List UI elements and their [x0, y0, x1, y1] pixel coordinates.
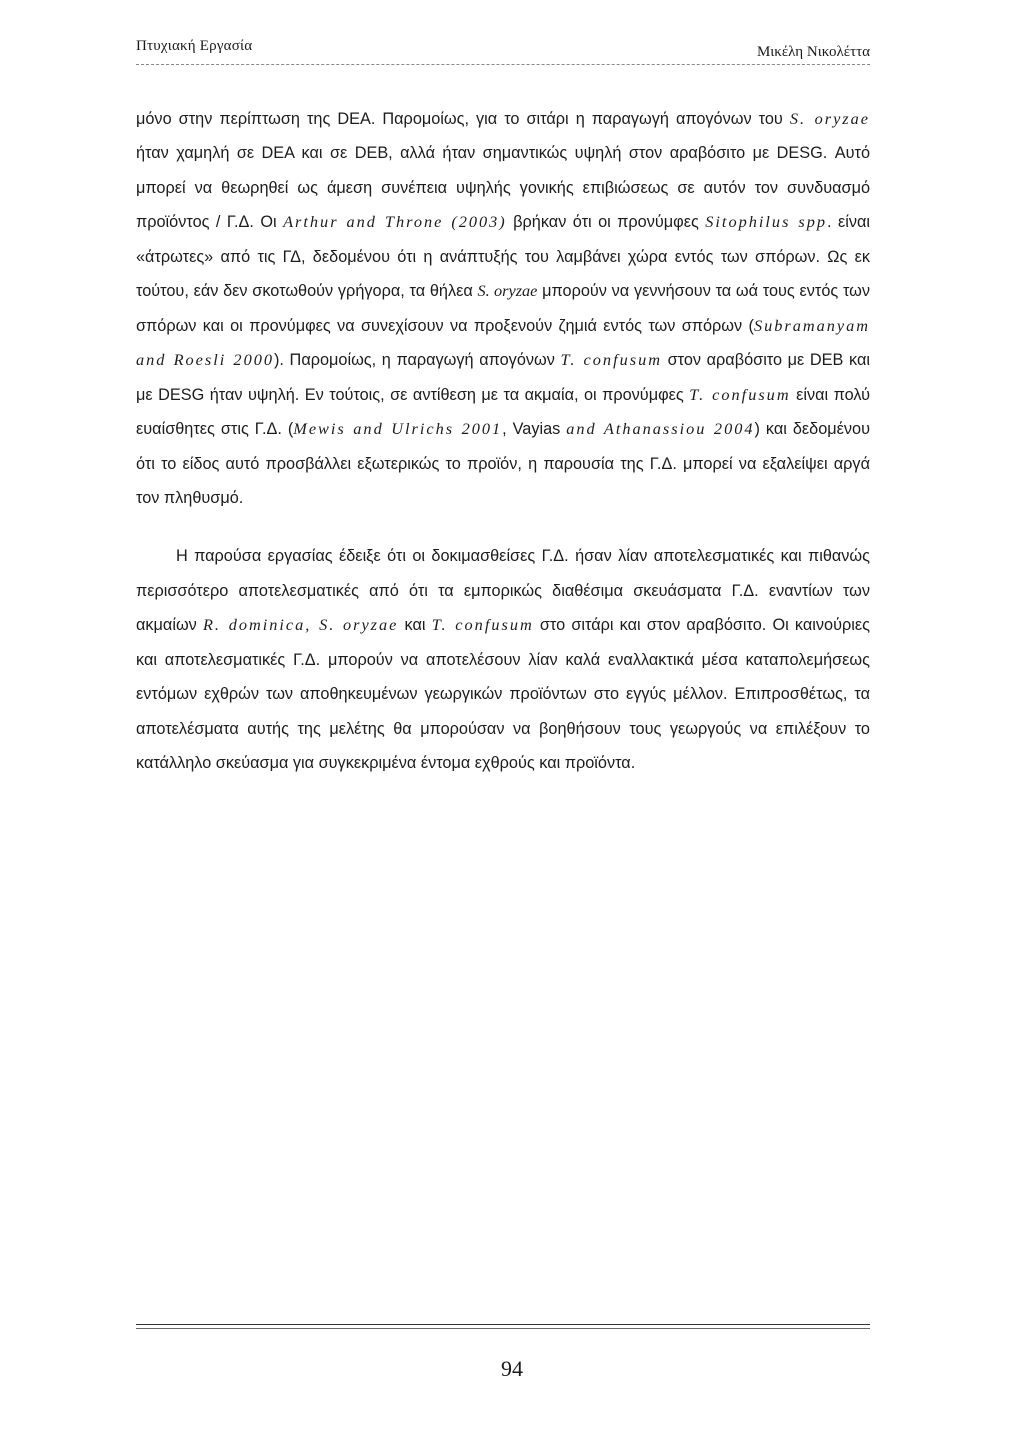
header-rule	[136, 64, 870, 65]
footer-rule-secondary	[136, 1328, 870, 1329]
citation: Arthur and Throne (2003)	[283, 212, 507, 232]
species-name: T. confusum	[689, 384, 791, 404]
footer-rule	[136, 1324, 870, 1325]
citation: Subramanyam and Roesli 2000	[136, 315, 870, 370]
species-name: S. oryzae	[789, 109, 871, 128]
species-name: Sitophilus spp	[705, 212, 827, 232]
text-run: Η παρούσα εργασίας έδειξε ότι οι δοκιμασθείσες Γ.Δ. ήσαν λίαν αποτελεσματικές και πιθανώς περισσότερο αποτελεσματικές από ότι τα εμπορικώς διαθέσιμα σκευάσματα Γ.Δ. εναντίων των ακμαίων	[136, 547, 870, 635]
species-name: R. dominica, S. oryzae	[202, 615, 399, 635]
species-name: T. confusum	[560, 350, 662, 370]
header-author: Μικέλη Νικολέττα	[756, 44, 870, 60]
species-name: S. oryzae	[477, 281, 538, 301]
text-run: , Vayias	[502, 420, 567, 439]
text-run: είναι πολύ ευαίσθητες στις Γ.Δ. (	[136, 385, 870, 439]
citation: Mewis and Ulrichs 2001	[293, 419, 503, 439]
paragraph-conclusion	[136, 539, 870, 780]
text-run: στον αραβόσιτο με DEB και με DESG ήταν υψηλή. Εν τούτοις, σε αντίθεση με τα ακμαία, οι προνύμφες	[136, 351, 870, 404]
page-number: 94	[501, 1356, 523, 1381]
text-run: μόνο στην περίπτωση της DEA. Παρομοίως, για το σιτάρι η παραγωγή απογόνων του	[136, 110, 790, 128]
header-title: Πτυχιακή Εργασία	[136, 38, 253, 54]
document-body	[136, 102, 870, 781]
text-run: ) και δεδομένου ότι το είδος αυτό προσβάλλει εξωτερικώς το προϊόν, η παρουσία της Γ.Δ. μπορεί να εξαλείψει αργά τον πληθυσμό.	[136, 420, 871, 507]
species-name: T. confusum	[431, 615, 534, 635]
text-run: στο σιτάρι και στον αραβόσιτο. Οι καινούριες και αποτελεσματικές Γ.Δ. μπορούν να αποτελέσουν λίαν καλά εναλλακτικά μέσα καταπολεμήσεως εντόμων εχθρών των αποθηκευμένων γεωργικών προϊόντων στο εγγύς μέλλον. Επιπροσθέτως, τα αποτελέσματα αυτής της μελέτης θα μπορούσαν να βοηθήσουν τους γεωργούς να επιλέξουν το κατάλληλο σκεύασμα για συγκεκριμένα έντομα εχθρούς και προϊόντα.	[136, 616, 870, 773]
paragraph-continuation	[136, 102, 870, 515]
text-run: ήταν χαμηλή σε DEA και σε DEB, αλλά ήταν σημαντικώς υψηλή στον αραβόσιτο με DESG. Αυτό μπορεί να θεωρηθεί ως άμεση συνέπεια υψηλής γονικής επιβιώσεως σε αυτόν τον συνδυασμό προϊόντος / Γ.Δ. Οι	[136, 144, 870, 232]
text-run: μπορούν να γεννήσουν τα ωά τους εντός των σπόρων και οι προνύμφες να συνεχίσουν να προξενούν ζημιά εντός των σπόρων (	[136, 282, 871, 335]
text-run: ). Παρομοίως, η παραγωγή απογόνων	[274, 351, 561, 370]
text-run: βρήκαν ότι οι προνύμφες	[506, 213, 706, 232]
citation: and Athanassiou 2004	[566, 419, 755, 439]
text-run: . είναι «άτρωτες» από τις ΓΔ, δεδομένου ότι η ανάπτυξής του λαμβάνει χώρα εντός των σπόρων. Ως εκ τούτου, εάν δεν σκοτωθούν γρήγορα, τα θήλεα	[136, 213, 871, 301]
page-header	[136, 38, 870, 64]
text-run: και	[398, 616, 432, 635]
